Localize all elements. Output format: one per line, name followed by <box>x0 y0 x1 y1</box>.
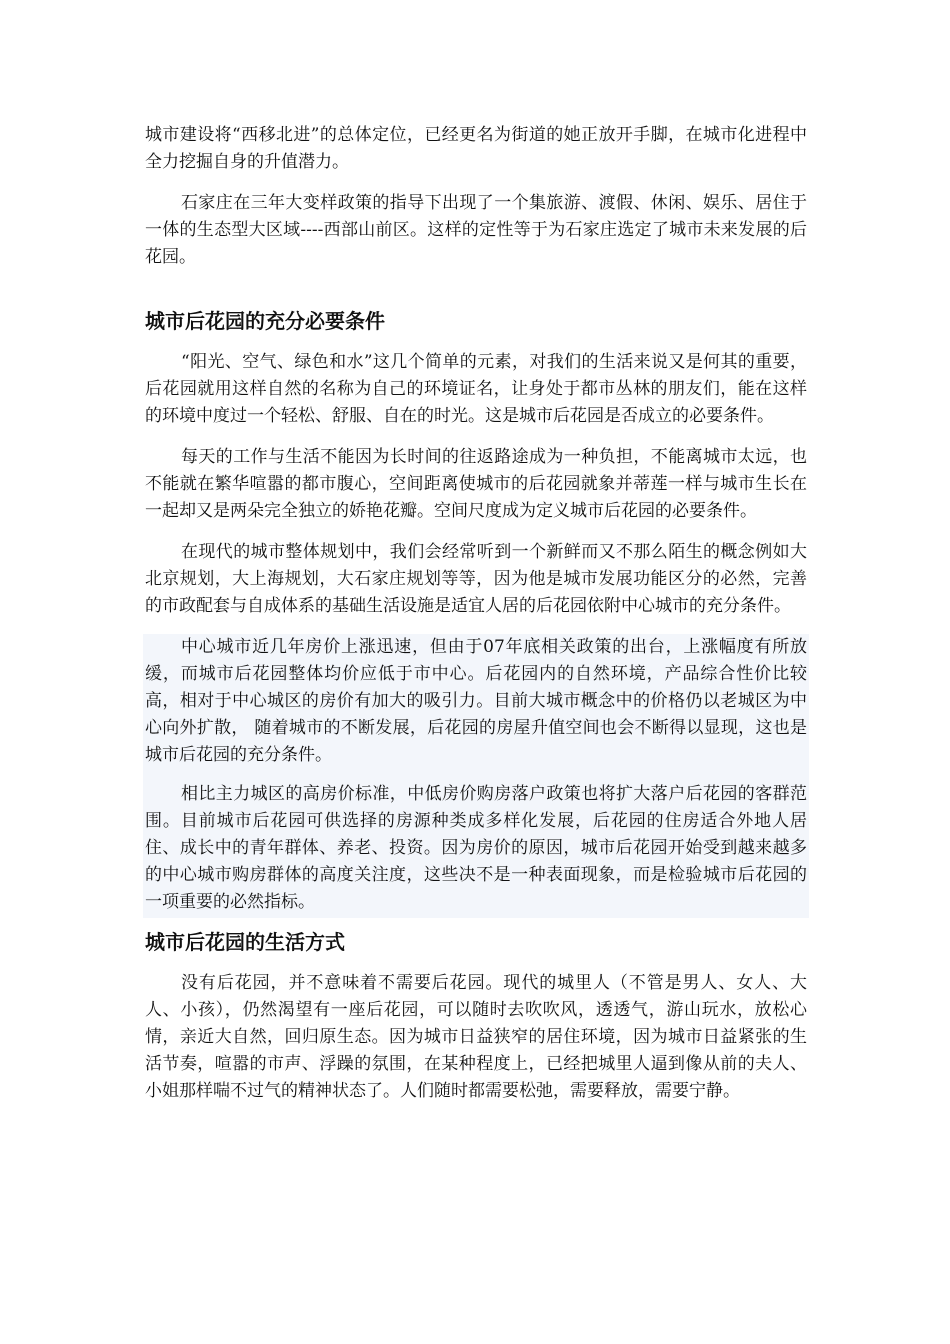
conditions-paragraph-2: 每天的工作与生活不能因为长时间的往返路途成为一种负担，不能离城市太远，也不能就在繁华喧嚣的都市腹心，空间距离使城市的后花园就象并蒂莲一样与城市生长在一起却又是两朵完全独立的娇艳花瓣。空间尺度成为定义城市后花园的必要条件。 <box>145 447 807 521</box>
conditions-paragraph-3: 在现代的城市整体规划中，我们会经常听到一个新鲜而又不那么陌生的概念例如大北京规划，大上海规划，大石家庄规划等等，因为他是城市发展功能区分的必然，完善的市政配套与自成体系的基础生活设施是适宜人居的后花园依附中心城市的充分条件。 <box>145 542 807 616</box>
section-heading-lifestyle: 城市后花园的生活方式 <box>145 930 345 954</box>
highlighted-block <box>143 634 809 918</box>
intro-paragraph-1: 城市建设将“西移北进”的总体定位，已经更名为街道的她正放开手脚，在城市化进程中全力挖掘自身的升值潜力。 <box>145 125 807 172</box>
conditions-paragraph-1: “阳光、空气、绿色和水”这几个简单的元素，对我们的生活来说又是何其的重要，后花园就用这样自然的名称为自己的环境证名，让身处于都市丛林的朋友们，能在这样的环境中度过一个轻松、舒服、自在的时光。这是城市后花园是否成立的必要条件。 <box>145 352 807 426</box>
document-body <box>145 122 807 1119</box>
intro-paragraph-2: 石家庄在三年大变样政策的指导下出现了一个集旅游、渡假、休闲、娱乐、居住于一体的生态型大区域----西部山前区。这样的定性等于为石家庄选定了城市未来发展的后花园。 <box>145 193 807 267</box>
section-heading-conditions: 城市后花园的充分必要条件 <box>145 309 385 333</box>
conditions-paragraph-4: 中心城市近几年房价上涨迅速，但由于07年底相关政策的出台，上涨幅度有所放缓，而城市后花园整体均价应低于市中心。后花园内的自然环境，产品综合性价比较高，相对于中心城区的房价有加大的吸引力。目前大城市概念中的价格仍以老城区为中心向外扩散， 随着城市的不断发展，后花园的房屋升值空间也会不断得以显现，这也是城市后花园的充分条件。 <box>145 637 807 765</box>
conditions-paragraph-5: 相比主力城区的高房价标准，中低房价购房落户政策也将扩大落户后花园的客群范围。目前城市后花园可供选择的房源种类成多样化发展，后花园的住房适合外地人居住、成长中的青年群体、养老、投资。因为房价的原因，城市后花园开始受到越来越多的中心城市购房群体的高度关注度，这些决不是一种表面现象，而是检验城市后花园的一项重要的必然指标。 <box>145 784 807 912</box>
lifestyle-paragraph-1: 没有后花园，并不意味着不需要后花园。现代的城里人（不管是男人、女人、大人、小孩），仍然渴望有一座后花园，可以随时去吹吹风，透透气，游山玩水，放松心情，亲近大自然，回归原生态。因为城市日益狭窄的居住环境，因为城市日益紧张的生活节奏，喧嚣的市声、浮躁的氛围，在某种程度上，已经把城里人逼到像从前的夫人、小姐那样喘不过气的精神状态了。人们随时都需要松弛，需要释放，需要宁静。 <box>145 973 807 1101</box>
